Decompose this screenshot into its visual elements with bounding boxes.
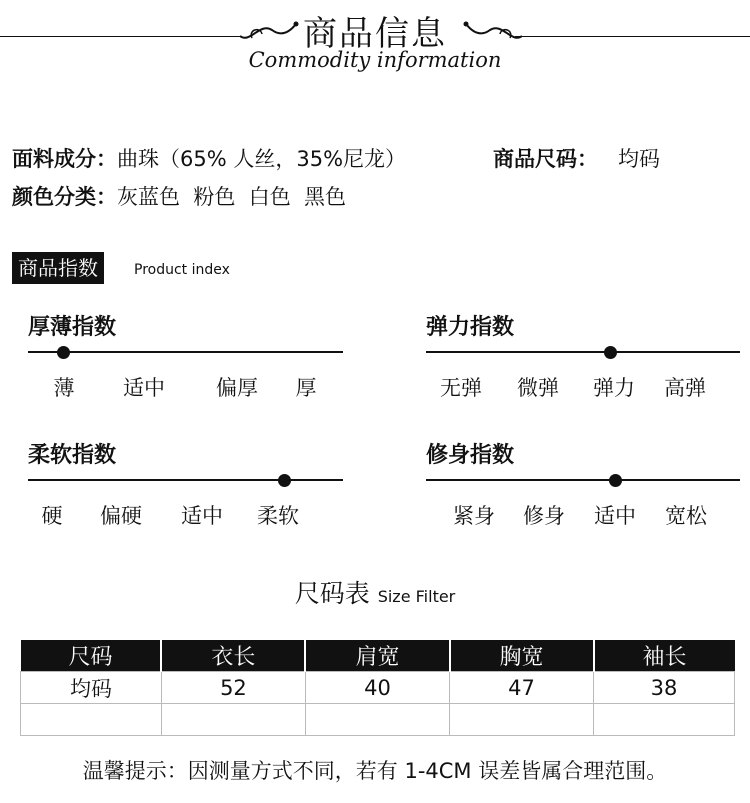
color-label: 颜色分类： [12,185,117,209]
table-cell: 40 [305,672,449,704]
fit-option: 适中 [594,504,636,528]
thickness-option: 厚 [295,376,317,400]
fit-index-scale [426,479,740,481]
softness-option: 柔软 [257,504,299,528]
table-cell: 均码 [21,672,162,704]
size-table-header: 袖长 [594,640,735,672]
table-cell [594,704,735,736]
size-table-title [0,574,750,610]
size-table [20,640,735,736]
elasticity-option: 微弹 [517,376,559,400]
size-table-header: 胸宽 [450,640,594,672]
page-title: 商品信息 [303,14,447,54]
table-cell [305,704,449,736]
table-cell [161,704,305,736]
size-table-title-text: 尺码表 [294,579,370,608]
thickness-option: 偏厚 [216,376,258,400]
thickness-index-scale [28,351,343,353]
size-table-header: 尺码 [21,640,162,672]
size-label: 商品尺码： [493,147,598,171]
size-table-title-sub: Size Filter [377,587,456,606]
table-row [21,672,735,704]
product-index-subtitle: Product index [134,262,230,278]
size-table-header-row [21,640,735,672]
softness-option: 适中 [181,504,223,528]
elasticity-index-marker [604,346,617,359]
softness-option: 硬 [41,504,63,528]
table-cell: 52 [161,672,305,704]
fit-option: 宽松 [665,504,707,528]
size-table-header: 肩宽 [305,640,449,672]
softness-option: 偏硬 [100,504,142,528]
softness-index-title: 柔软指数 [28,443,117,468]
softness-index-scale [28,479,343,481]
elasticity-option: 高弹 [664,376,706,400]
measurement-note: 温馨提示：因测量方式不同，若有 1-4CM 误差皆属合理范围。 [82,759,668,783]
color-value: 灰蓝色 粉色 白色 黑色 [117,185,347,209]
thickness-option: 薄 [53,376,75,400]
thickness-option: 适中 [123,376,165,400]
fit-option: 紧身 [453,504,495,528]
softness-index-marker [278,474,291,487]
size-info [493,143,660,173]
fabric-info [12,143,406,173]
page-subtitle: Commodity information [248,48,502,72]
elasticity-option: 无弹 [440,376,482,400]
table-cell [21,704,162,736]
product-index-badge: 商品指数 [12,252,104,284]
fit-index-title: 修身指数 [426,443,515,468]
fabric-value: 曲珠（65% 人丝，35%尼龙） [117,147,407,171]
table-row [21,704,735,736]
fabric-label: 面料成分： [12,147,117,171]
table-cell [450,704,594,736]
size-value: 均码 [618,147,660,171]
elasticity-index-scale [426,351,740,353]
fit-index-marker [609,474,622,487]
thickness-index-marker [57,346,70,359]
elasticity-index-title: 弹力指数 [426,315,515,340]
thickness-index-title: 厚薄指数 [28,315,117,340]
table-cell: 38 [594,672,735,704]
color-info [12,181,346,211]
size-table-header: 衣长 [161,640,305,672]
elasticity-option: 弹力 [593,376,635,400]
table-cell: 47 [450,672,594,704]
fit-option: 修身 [523,504,565,528]
